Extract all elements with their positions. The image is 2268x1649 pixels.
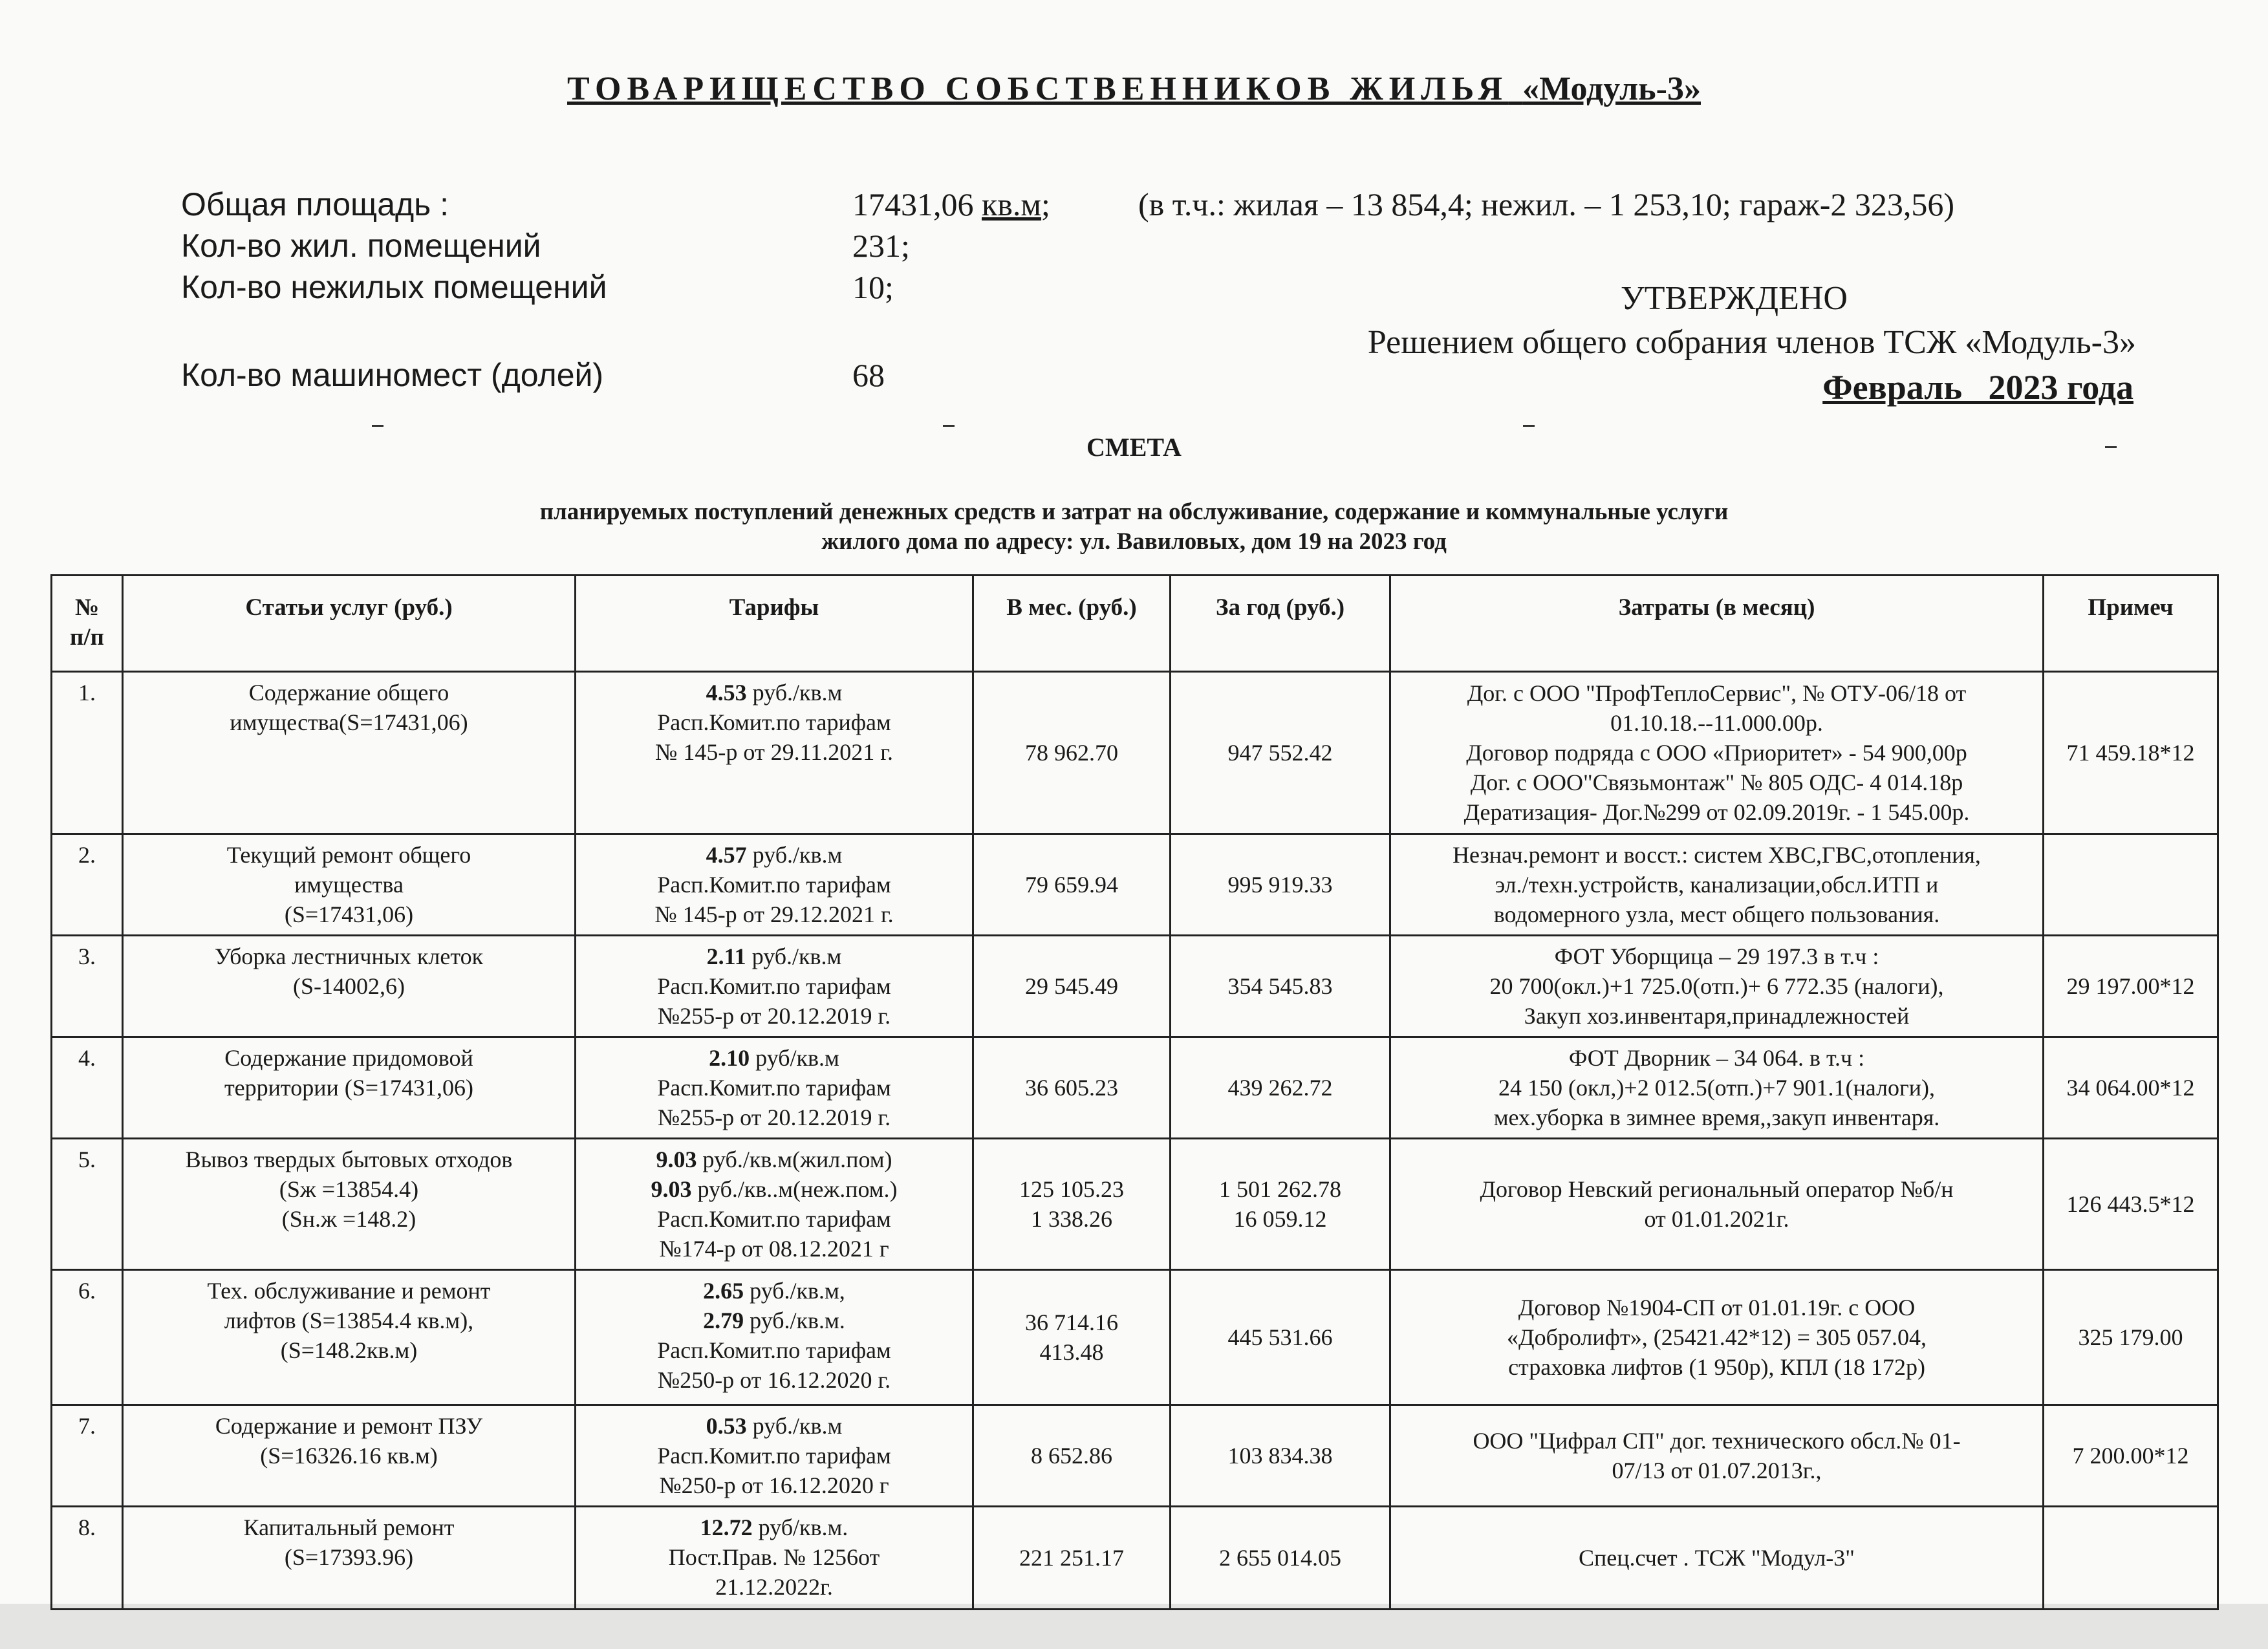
costs-line: ФОТ Дворник – 34 064. в т.ч : xyxy=(1568,1045,1865,1071)
total-area-suffix: ; xyxy=(1041,186,1050,222)
tariff-line: №174-р от 08.12.2021 г xyxy=(659,1236,889,1262)
tariff-line: №250-р от 16.12.2020 г xyxy=(659,1472,889,1498)
scan-bottom-strip xyxy=(0,1604,2268,1649)
row-article xyxy=(123,1139,576,1270)
total-area-number: 17431,06 xyxy=(852,186,974,222)
estimate-table xyxy=(50,574,2219,1610)
article-line: Тех. обслуживание и ремонт xyxy=(207,1278,491,1304)
tariff-rate-unit: руб./кв.м xyxy=(746,1413,843,1439)
tariff-line: №255-р от 20.12.2019 г. xyxy=(657,1003,891,1029)
tariff-line: Расп.Комит.по тарифам xyxy=(657,709,891,735)
table-header-row xyxy=(52,576,2218,672)
year-amount: 995 919.33 xyxy=(1227,872,1333,898)
approved-title: УТВЕРЖДЕНО xyxy=(1620,280,1848,317)
row-year xyxy=(1171,672,1390,834)
year-amount: 2 655 014.05 xyxy=(1219,1545,1341,1571)
row-note: 71 459.18*12 xyxy=(2044,672,2218,834)
row-tariff xyxy=(576,1405,973,1507)
costs-line: ООО "Цифрал СП" дог. технического обсл.№ 01- xyxy=(1473,1428,1961,1454)
article-line: Содержание придомовой xyxy=(224,1045,473,1071)
month-amount: 125 105.23 xyxy=(1019,1176,1124,1202)
row-month xyxy=(973,1037,1171,1139)
tariff-line: Расп.Комит.по тарифам xyxy=(657,1337,891,1363)
table-row xyxy=(52,1270,2218,1405)
costs-line: Незнач.ремонт и восст.: систем ХВС,ГВС,отопления, xyxy=(1453,842,1981,868)
tariff-rate-value: 0.53 xyxy=(706,1413,747,1439)
tariff-rate-unit: руб./кв.м xyxy=(746,842,843,868)
tariff-line: №255-р от 20.12.2019 г. xyxy=(657,1105,891,1130)
table-row xyxy=(52,1507,2218,1610)
approved-line: Решением общего собрания членов ТСЖ «Модуль-3» xyxy=(1367,324,2136,361)
tariff-line: Расп.Комит.по тарифам xyxy=(657,872,891,898)
tariff-rate xyxy=(583,1043,966,1073)
row-year xyxy=(1171,1405,1390,1507)
table-row xyxy=(52,936,2218,1037)
article-line: имущества(S=17431,06) xyxy=(230,709,468,735)
total-area-label: Общая площадь : xyxy=(181,186,449,222)
year-amount: 947 552.42 xyxy=(1227,740,1333,766)
row-note: 325 179.00 xyxy=(2044,1270,2218,1405)
costs-line: 01.10.18.--11.000.00р. xyxy=(1610,710,1823,736)
header-year: За год (руб.) xyxy=(1171,576,1390,672)
row-number: 4. xyxy=(52,1037,123,1139)
scan-mark xyxy=(943,425,955,427)
row-year xyxy=(1171,1270,1390,1405)
month-amount: 8 652.86 xyxy=(1031,1443,1112,1469)
living-rooms-label: Кол-во жил. помещений xyxy=(181,228,541,264)
costs-line: водомерного узла, мест общего пользования. xyxy=(1493,901,1940,927)
tariff-line: Расп.Комит.по тарифам xyxy=(657,1443,891,1469)
tariff-rate xyxy=(583,1174,966,1204)
row-tariff xyxy=(576,936,973,1037)
estimate-subtitle-1: планируемых поступлений денежных средств и затрат на обслуживание, содержание и коммунальные услуги xyxy=(539,499,1729,525)
parking-value: 68 xyxy=(852,357,885,393)
article-line: Содержание общего xyxy=(248,680,449,706)
row-year xyxy=(1171,1037,1390,1139)
row-costs xyxy=(1390,672,2044,834)
tariff-rate-unit: руб./кв.м(жил.пом) xyxy=(697,1147,892,1172)
row-note: 7 200.00*12 xyxy=(2044,1405,2218,1507)
tariff-line: 21.12.2022г. xyxy=(715,1574,833,1600)
costs-line: Закуп хоз.инвентаря,принадлежностей xyxy=(1524,1003,1910,1029)
month-amount: 36 605.23 xyxy=(1025,1075,1118,1101)
row-article xyxy=(123,834,576,936)
living-rooms-value: 231; xyxy=(852,228,910,264)
article-line: (Sж =13854.4) xyxy=(279,1176,419,1202)
tariff-line: Расп.Комит.по тарифам xyxy=(657,973,891,999)
row-tariff xyxy=(576,1507,973,1610)
nonliving-rooms-value: 10; xyxy=(852,269,894,305)
tariff-rate xyxy=(583,678,966,707)
row-costs xyxy=(1390,1037,2044,1139)
row-note: 29 197.00*12 xyxy=(2044,936,2218,1037)
tariff-rate-unit: руб./кв.м, xyxy=(744,1278,845,1304)
row-article xyxy=(123,1037,576,1139)
article-line: Содержание и ремонт ПЗУ xyxy=(215,1413,483,1439)
organization-title-spaced: ТОВАРИЩЕСТВО СОБСТВЕННИКОВ ЖИЛЬЯ xyxy=(567,70,1509,107)
estimate-title: СМЕТА xyxy=(1086,433,1182,462)
row-tariff xyxy=(576,834,973,936)
costs-line: мех.уборка в зимнее время,,закуп инвентаря. xyxy=(1493,1105,1940,1130)
month-amount: 29 545.49 xyxy=(1025,973,1118,999)
tariff-rate xyxy=(583,840,966,870)
tariff-line: № 145-р от 29.12.2021 г. xyxy=(654,901,894,927)
row-month xyxy=(973,672,1171,834)
tariff-rate-value: 2.79 xyxy=(703,1308,744,1333)
row-month xyxy=(973,834,1171,936)
tariff-rate-value: 12.72 xyxy=(700,1514,753,1540)
tariff-rate-value: 2.65 xyxy=(703,1278,744,1304)
costs-line: Дог. с ООО"Связьмонтаж" № 805 ОДС- 4 014.18р xyxy=(1470,770,1963,795)
costs-line: Дератизация- Дог.№299 от 02.09.2019г. - 1 545.00р. xyxy=(1463,799,1970,825)
tariff-rate-value: 4.57 xyxy=(706,842,747,868)
organization-name: «Модуль-3» xyxy=(1522,70,1701,107)
row-article xyxy=(123,1507,576,1610)
tariff-rate-unit: руб/кв.м xyxy=(750,1045,839,1071)
header-article: Статьи услуг (руб.) xyxy=(123,576,576,672)
header-note: Примеч xyxy=(2044,576,2218,672)
costs-line: от 01.01.2021г. xyxy=(1644,1206,1789,1232)
row-note xyxy=(2044,834,2218,936)
header-number-line: п/п xyxy=(70,624,104,651)
costs-line: ФОТ Уборщица – 29 197.3 в т.ч : xyxy=(1554,943,1879,969)
article-line: Вывоз твердых бытовых отходов xyxy=(185,1147,513,1172)
costs-line: Договор Невский региональный оператор №б/н xyxy=(1480,1176,1954,1202)
total-area-value xyxy=(852,184,1050,225)
row-tariff xyxy=(576,1037,973,1139)
scan-mark xyxy=(1523,425,1535,427)
row-year xyxy=(1171,834,1390,936)
month-amount: 413.48 xyxy=(1039,1339,1104,1365)
header-number-line: № xyxy=(74,594,100,621)
year-amount: 103 834.38 xyxy=(1227,1443,1333,1469)
month-amount: 78 962.70 xyxy=(1025,740,1118,766)
row-number: 1. xyxy=(52,672,123,834)
row-number: 3. xyxy=(52,936,123,1037)
costs-line: «Добролифт», (25421.42*12) = 305 057.04, xyxy=(1507,1324,1927,1350)
year-amount: 1 501 262.78 xyxy=(1219,1176,1341,1202)
tariff-rate-value: 9.03 xyxy=(656,1147,697,1172)
article-line: Уборка лестничных клеток xyxy=(214,943,484,969)
header-month: В мес. (руб.) xyxy=(973,576,1171,672)
table-row xyxy=(52,834,2218,936)
row-number: 8. xyxy=(52,1507,123,1610)
article-line: Текущий ремонт общего xyxy=(226,842,471,868)
tariff-rate-unit: руб/кв.м. xyxy=(752,1514,848,1540)
tariff-line: Расп.Комит.по тарифам xyxy=(657,1206,891,1232)
row-tariff xyxy=(576,672,973,834)
tariff-line: №250-р от 16.12.2020 г. xyxy=(657,1367,891,1393)
tariff-rate-value: 9.03 xyxy=(651,1176,692,1202)
costs-line: Спец.счет . ТСЖ "Модул-3" xyxy=(1578,1545,1855,1571)
year-amount: 439 262.72 xyxy=(1227,1075,1333,1101)
tariff-rate-unit: руб./кв.м. xyxy=(744,1308,845,1333)
row-article xyxy=(123,936,576,1037)
estimate-subtitle-2: жилого дома по адресу: ул. Вавиловых, дом 19 на 2023 год xyxy=(821,528,1447,555)
costs-line: 07/13 от 01.07.2013г., xyxy=(1612,1458,1822,1483)
scan-mark xyxy=(372,425,383,427)
table-row xyxy=(52,1037,2218,1139)
total-area-unit: кв.м xyxy=(982,186,1042,222)
row-number: 5. xyxy=(52,1139,123,1270)
costs-line: эл./техн.устройств, канализации,обсл.ИТП и xyxy=(1495,872,1939,898)
article-line: (S=17431,06) xyxy=(284,901,414,927)
article-line: лифтов (S=13854.4 кв.м), xyxy=(224,1308,474,1333)
row-article xyxy=(123,1270,576,1405)
row-article xyxy=(123,1405,576,1507)
header-number xyxy=(52,576,123,672)
organization-title xyxy=(0,70,2268,108)
estimate-table-body xyxy=(52,672,2218,1610)
row-tariff xyxy=(576,1139,973,1270)
header-tariff: Тарифы xyxy=(576,576,973,672)
tariff-rate-unit: руб./кв.м xyxy=(746,943,842,969)
row-year xyxy=(1171,1139,1390,1270)
year-amount: 445 531.66 xyxy=(1227,1324,1333,1350)
tariff-rate xyxy=(583,942,966,971)
costs-line: 20 700(окл.)+1 725.0(отп.)+ 6 772.35 (налоги), xyxy=(1489,973,1944,999)
row-number: 6. xyxy=(52,1270,123,1405)
row-costs xyxy=(1390,1405,2044,1507)
tariff-rate xyxy=(583,1306,966,1335)
tariff-rate-value: 2.11 xyxy=(706,943,746,969)
row-month xyxy=(973,1507,1171,1610)
tariff-rate xyxy=(583,1411,966,1441)
area-breakdown: (в т.ч.: жилая – 13 854,4; нежил. – 1 253,10; гараж-2 323,56) xyxy=(1138,186,1955,222)
costs-line: Дог. с ООО "ПрофТеплоСервис", № ОТУ-06/18 от xyxy=(1467,680,1967,706)
article-line: (S=148.2кв.м) xyxy=(280,1337,418,1363)
nonliving-rooms-label: Кол-во нежилых помещений xyxy=(181,269,607,305)
article-line: имущества xyxy=(294,872,404,898)
tariff-line: Расп.Комит.по тарифам xyxy=(657,1075,891,1101)
row-note xyxy=(2044,1507,2218,1610)
costs-line: Договор №1904-СП от 01.01.19г. с ООО xyxy=(1518,1295,1916,1320)
article-line: территории (S=17431,06) xyxy=(224,1075,474,1101)
tariff-rate xyxy=(583,1513,966,1542)
month-amount: 221 251.17 xyxy=(1019,1545,1124,1571)
tariff-rate-unit: руб./кв..м(неж.пом.) xyxy=(691,1176,898,1202)
costs-line: 24 150 (окл,)+2 012.5(отп.)+7 901.1(налоги), xyxy=(1498,1075,1936,1101)
article-line: (S=17393.96) xyxy=(284,1544,414,1570)
parking-label: Кол-во машиномест (долей) xyxy=(181,357,604,393)
row-year xyxy=(1171,936,1390,1037)
costs-line: страховка лифтов (1 950р), КПЛ (18 172р) xyxy=(1508,1354,1925,1380)
month-amount: 36 714.16 xyxy=(1025,1310,1118,1335)
row-note: 126 443.5*12 xyxy=(2044,1139,2218,1270)
tariff-rate-unit: руб./кв.м xyxy=(746,680,843,706)
tariff-line: № 145-р от 29.11.2021 г. xyxy=(655,739,893,765)
article-line: (Sн.ж =148.2) xyxy=(281,1206,416,1232)
costs-line: Договор подряда с ООО «Приоритет» - 54 900,00р xyxy=(1466,740,1967,766)
row-costs xyxy=(1390,1270,2044,1405)
row-month xyxy=(973,1270,1171,1405)
month-amount: 79 659.94 xyxy=(1025,872,1118,898)
row-month xyxy=(973,1139,1171,1270)
article-line: Капитальный ремонт xyxy=(243,1514,455,1540)
year-amount: 354 545.83 xyxy=(1227,973,1333,999)
row-year xyxy=(1171,1507,1390,1610)
header-costs: Затраты (в месяц) xyxy=(1390,576,2044,672)
table-row xyxy=(52,672,2218,834)
tariff-rate-value: 2.10 xyxy=(709,1045,750,1071)
table-row xyxy=(52,1405,2218,1507)
row-costs xyxy=(1390,936,2044,1037)
article-line: (S-14002,6) xyxy=(293,973,405,999)
row-number: 2. xyxy=(52,834,123,936)
tariff-line: Пост.Прав. № 1256от xyxy=(668,1544,880,1570)
tariff-rate xyxy=(583,1276,966,1306)
row-costs xyxy=(1390,1139,2044,1270)
row-costs xyxy=(1390,834,2044,936)
row-month xyxy=(973,1405,1171,1507)
month-amount: 1 338.26 xyxy=(1031,1206,1112,1232)
table-row xyxy=(52,1139,2218,1270)
row-costs xyxy=(1390,1507,2044,1610)
row-tariff xyxy=(576,1270,973,1405)
tariff-rate xyxy=(583,1145,966,1174)
tariff-rate-value: 4.53 xyxy=(706,680,747,706)
approved-date: Февраль 2023 года xyxy=(1822,368,2133,407)
article-line: (S=16326.16 кв.м) xyxy=(260,1443,438,1469)
row-article xyxy=(123,672,576,834)
year-amount: 16 059.12 xyxy=(1233,1206,1327,1232)
row-note: 34 064.00*12 xyxy=(2044,1037,2218,1139)
row-number: 7. xyxy=(52,1405,123,1507)
row-month xyxy=(973,936,1171,1037)
